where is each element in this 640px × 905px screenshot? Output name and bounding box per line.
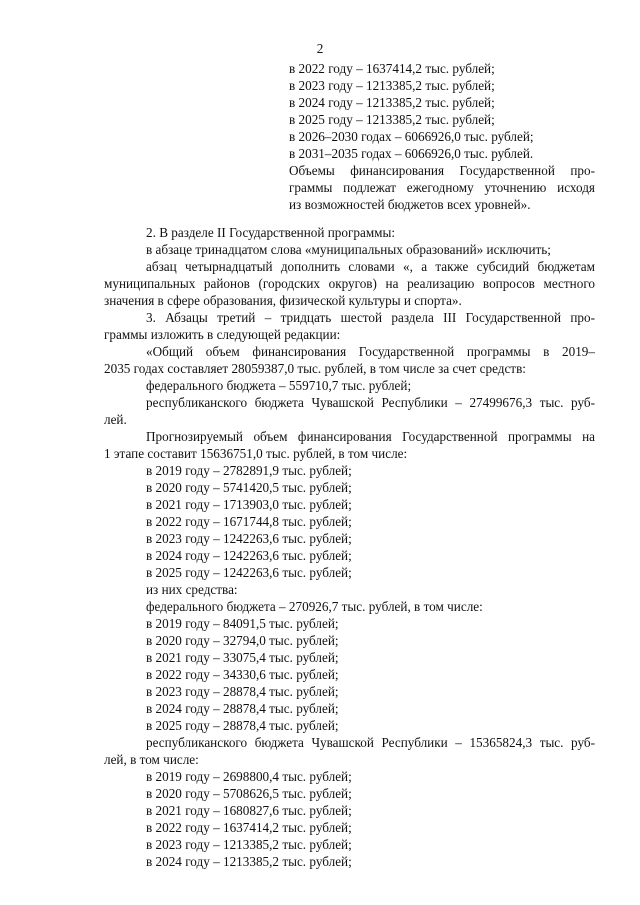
federal-stage1-line: федерального бюджета – 270926,7 тыс. рублей, в том числе:	[146, 599, 483, 614]
federal-year-line: в 2020 году – 32794,0 тыс. рублей;	[146, 633, 339, 648]
section-2-para-line: муниципальных районов (городских округов) на реализацию вопросов местного	[104, 276, 595, 291]
republic-stage1-line: лей, в том числе:	[104, 752, 199, 767]
top-year-line: в 2022 году – 1637414,2 тыс. рублей;	[289, 61, 495, 76]
republic-year-line: в 2024 году – 1213385,2 тыс. рублей;	[146, 854, 352, 869]
federal-year-line: в 2022 году – 34330,6 тыс. рублей;	[146, 667, 339, 682]
section-2-para-line: абзац четырнадцатый дополнить словами «, а также субсидий бюджетам	[146, 259, 595, 274]
stage1-year-line: в 2022 году – 1671744,8 тыс. рублей;	[146, 514, 352, 529]
section-2-heading: 2. В разделе II Государственной программы:	[146, 225, 396, 240]
federal-year-line: в 2019 году – 84091,5 тыс. рублей;	[146, 616, 339, 631]
top-note-line: Объемы финансирования Государственной про-	[289, 163, 595, 178]
federal-year-line: в 2025 году – 28878,4 тыс. рублей;	[146, 718, 339, 733]
federal-year-line: в 2021 году – 33075,4 тыс. рублей;	[146, 650, 339, 665]
section-3-line: граммы изложить в следующей редакции:	[104, 327, 341, 342]
republic-line: республиканского бюджета Чувашской Республики – 27499676,3 тыс. руб-	[146, 395, 595, 410]
page-number: 2	[316, 41, 324, 56]
top-year-line: в 2025 году – 1213385,2 тыс. рублей;	[289, 112, 495, 127]
top-note-line: из возможностей бюджетов всех уровней».	[289, 197, 531, 212]
federal-line: федерального бюджета – 559710,7 тыс. рублей;	[146, 378, 412, 393]
top-year-line: в 2031–2035 годах – 6066926,0 тыс. рублей.	[289, 146, 534, 161]
section-3-line: 3. Абзацы третий – тридцать шестой раздела III Государственной про-	[146, 310, 595, 325]
total-line: «Общий объем финансирования Государственной программы в 2019–	[146, 344, 595, 359]
top-note-line: граммы подлежат ежегодному уточнению исходя	[289, 180, 595, 195]
forecast-line: Прогнозируемый объем финансирования Государственной программы на	[146, 429, 595, 444]
of-them-line: из них средства:	[146, 582, 238, 597]
stage1-year-line: в 2025 году – 1242263,6 тыс. рублей;	[146, 565, 352, 580]
top-year-line: в 2023 году – 1213385,2 тыс. рублей;	[289, 78, 495, 93]
stage1-year-line: в 2020 году – 5741420,5 тыс. рублей;	[146, 480, 352, 495]
republic-stage1-line: республиканского бюджета Чувашской Республики – 15365824,3 тыс. руб-	[146, 735, 595, 750]
top-year-line: в 2026–2030 годах – 6066926,0 тыс. рублей;	[289, 129, 534, 144]
stage1-year-line: в 2019 году – 2782891,9 тыс. рублей;	[146, 463, 352, 478]
republic-line: лей.	[104, 412, 127, 427]
total-line: 2035 годах составляет 28059387,0 тыс. рублей, в том числе за счет средств:	[104, 361, 526, 376]
federal-year-line: в 2023 году – 28878,4 тыс. рублей;	[146, 684, 339, 699]
republic-year-line: в 2022 году – 1637414,2 тыс. рублей;	[146, 820, 352, 835]
republic-year-line: в 2023 году – 1213385,2 тыс. рублей;	[146, 837, 352, 852]
republic-year-line: в 2019 году – 2698800,4 тыс. рублей;	[146, 769, 352, 784]
stage1-year-line: в 2023 году – 1242263,6 тыс. рублей;	[146, 531, 352, 546]
section-2-para-line: значения в сфере образования, физической культуры и спорта».	[104, 293, 462, 308]
federal-year-line: в 2024 году – 28878,4 тыс. рублей;	[146, 701, 339, 716]
stage1-year-line: в 2024 году – 1242263,6 тыс. рублей;	[146, 548, 352, 563]
section-2-line: в абзаце тринадцатом слова «муниципальных образований» исключить;	[146, 242, 551, 257]
top-year-line: в 2024 году – 1213385,2 тыс. рублей;	[289, 95, 495, 110]
republic-year-line: в 2021 году – 1680827,6 тыс. рублей;	[146, 803, 352, 818]
forecast-line: 1 этапе составит 15636751,0 тыс. рублей, в том числе:	[104, 446, 408, 461]
republic-year-line: в 2020 году – 5708626,5 тыс. рублей;	[146, 786, 352, 801]
stage1-year-line: в 2021 году – 1713903,0 тыс. рублей;	[146, 497, 352, 512]
